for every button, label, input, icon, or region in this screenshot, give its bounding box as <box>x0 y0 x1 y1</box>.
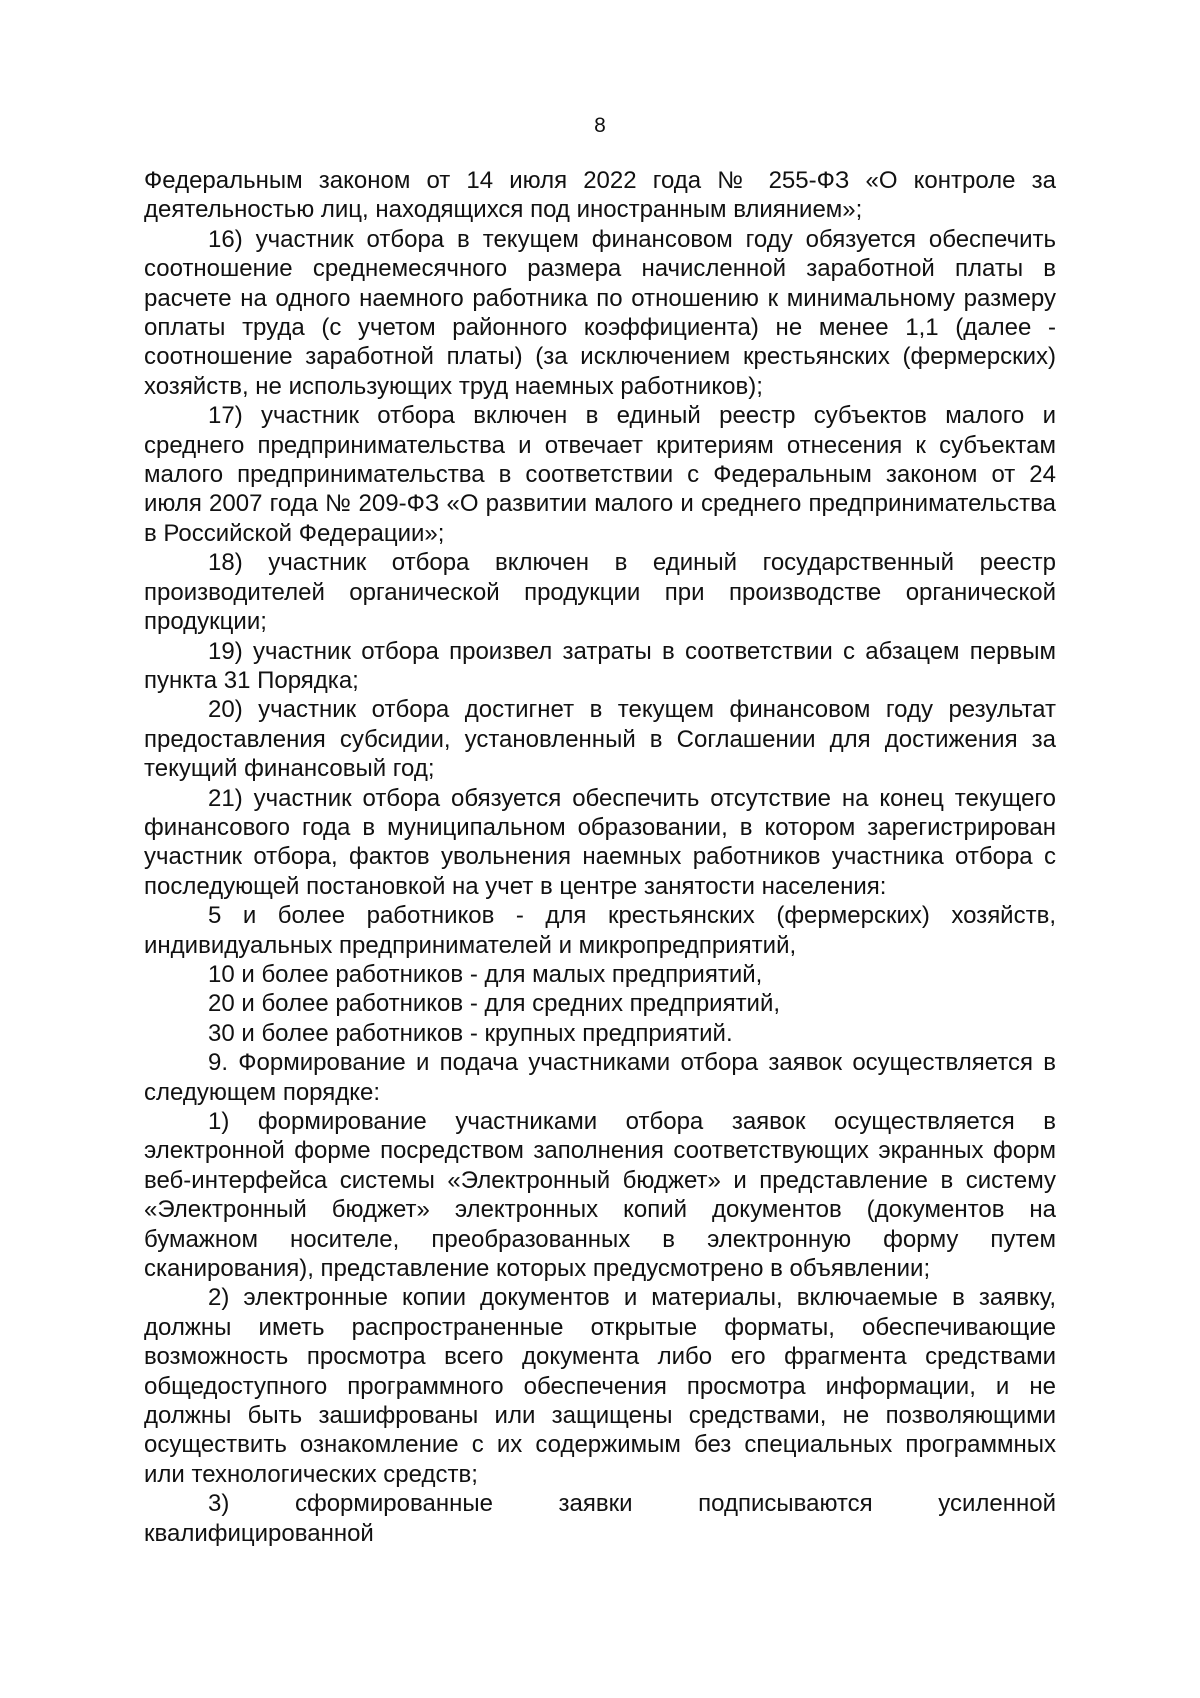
paragraph-threshold-30: 30 и более работников - крупных предприятий. <box>208 1019 733 1047</box>
paragraph-item-19: 19) участник отбора произвел затраты в соответствии с абзацем первым пункта 31 Порядка; <box>144 637 1056 694</box>
paragraph-section-9: 9. Формирование и подача участниками отбора заявок осуществляется в следующем порядке: <box>144 1049 1056 1106</box>
paragraph-section-9-item-1: 1) формирование участниками отбора заявок осуществляется в электронной форме посредством заполнения соответствующих экранных форм веб-интерфейса системы «Электронный бюджет» и представление в систему «Электронный бюджет» электронных копий документов (документов на бумажном носителе, преобразованных в электронную форму путем сканирования), представление которых предусмотрено в объявлении; <box>144 1108 1056 1283</box>
paragraph-item-18: 18) участник отбора включен в единый государственный реестр производителей органической продукции при производстве органической продукции; <box>144 549 1056 636</box>
paragraph-item-21: 21) участник отбора обязуется обеспечить отсутствие на конец текущего финансового года в муниципальном образовании, в котором зарегистрирован участник отбора, фактов увольнения наемных работников участника отбора с последующей постановкой на учет в центре занятости населения: <box>144 784 1056 900</box>
paragraph-item-16: 16) участник отбора в текущем финансовом году обязуется обеспечить соотношение среднемесячного размера начисленной заработной платы в расчете на одного наемного работника по отношению к минимальному размеру оплаты труда (с учетом районного коэффициента) не менее 1,1 (далее - соотношение заработной платы) (за исключением крестьянских (фермерских) хозяйств, не использующих труд наемных работников); <box>144 225 1056 400</box>
paragraph-section-9-item-2: 2) электронные копии документов и материалы, включаемые в заявку, должны иметь распространенные открытые форматы, обеспечивающие возможность просмотра всего документа либо его фрагмента средствами общедоступного программного обеспечения просмотра информации, и не должны быть зашифрованы или защищены средствами, не позволяющими осуществить ознакомление с их содержимым без специальных программных или технологических средств; <box>144 1284 1056 1488</box>
paragraph-law-reference: Федеральным законом от 14 июля 2022 года № 255-ФЗ «О контроле за деятельностью лиц, находящихся под иностранным влиянием»; <box>144 167 1056 224</box>
paragraph-threshold-5: 5 и более работников - для крестьянских (фермерских) хозяйств, индивидуальных предпринимателей и микропредприятий, <box>144 902 1056 959</box>
paragraph-threshold-10: 10 и более работников - для малых предприятий, <box>208 960 763 988</box>
paragraph-threshold-20: 20 и более работников - для средних предприятий, <box>208 990 781 1018</box>
paragraph-item-20: 20) участник отбора достигнет в текущем финансовом году результат предоставления субсидии, установленный в Соглашении для достижения за текущий финансовый год; <box>144 696 1056 783</box>
document-body <box>144 166 1056 1548</box>
page-number: 8 <box>594 114 606 137</box>
paragraph-section-9-item-3: 3) сформированные заявки подписываются усиленной квалифицированной <box>144 1490 1056 1547</box>
paragraph-item-17: 17) участник отбора включен в единый реестр субъектов малого и среднего предпринимательства и отвечает критериям отнесения к субъектам малого предпринимательства в соответствии с Федеральным законом от 24 июля 2007 года № 209-ФЗ «О развитии малого и среднего предпринимательства в Российской Федерации»; <box>144 402 1056 547</box>
